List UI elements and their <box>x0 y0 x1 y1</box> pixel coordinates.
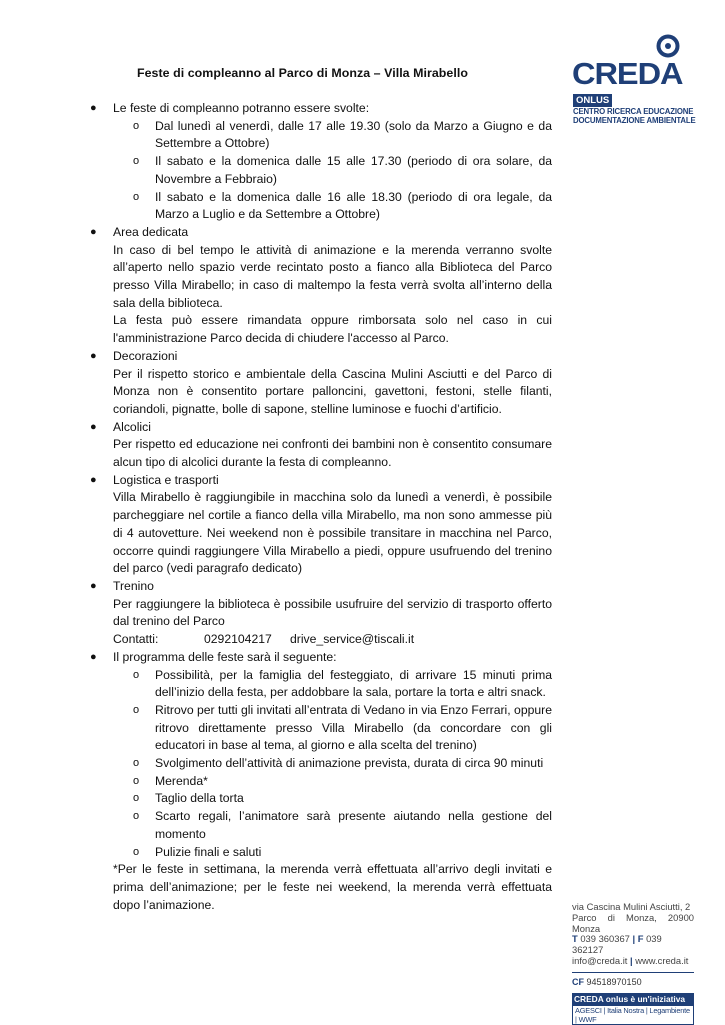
contact-email: drive_service@tiscali.it <box>290 632 415 647</box>
phone-number: 039 360367 <box>580 933 630 945</box>
circle-bullet-icon: o <box>133 155 140 168</box>
list-item-text: Ritrovo per tutti gli invitati all’entrata di Vedano in via Enzo Ferrari, oppure ritrovo direttamente presso Villa Mirabello (da concordare con gli educatori in base al tema, al giorno e alla scelta del trenino) <box>155 702 552 753</box>
circle-bullet-icon: o <box>133 774 140 787</box>
list-item <box>113 773 552 791</box>
list-item-text: Merenda* <box>155 773 208 788</box>
logo-subtitle-line1: CENTRO RICERCA EDUCAZIONE <box>573 107 694 116</box>
document-title: Feste di compleanno al Parco di Monza – Villa Mirabello <box>137 66 468 80</box>
section-heading: Area dedicata <box>113 224 189 239</box>
section-heading: Alcolici <box>113 419 151 434</box>
section-trenino <box>0 578 552 649</box>
logo-onlus-badge: ONLUS <box>573 94 612 107</box>
fax-number: 039 362127 <box>572 933 662 956</box>
section-heading: Il programma delle feste sarà il seguente: <box>113 649 337 664</box>
bullet-icon: ● <box>90 420 97 433</box>
section-orari <box>0 100 552 224</box>
circle-bullet-icon: o <box>133 119 140 132</box>
section-decorazioni <box>0 348 552 419</box>
circle-bullet-icon: o <box>133 792 140 805</box>
orari-list <box>113 118 552 224</box>
logo-wordmark: CREDA <box>572 56 683 91</box>
list-item <box>113 755 552 773</box>
circle-bullet-icon: o <box>133 845 140 858</box>
bullet-icon: ● <box>90 473 97 486</box>
section-heading: Le feste di compleanno potranno essere svolte: <box>113 101 370 115</box>
list-item-text: Pulizie finali e saluti <box>155 844 262 859</box>
section-area <box>0 224 552 348</box>
bullet-icon: ● <box>90 102 97 114</box>
section-paragraph: Per rispetto ed educazione nei confronti dei bambini non è consentito consumare alcun tipo di alcolici durante la festa di compleanno. <box>113 437 552 470</box>
list-item-text: Il sabato e la domenica dalle 15 alle 17.30 (periodo di ora solare, da Novembre a Febbraio) <box>155 154 552 186</box>
section-heading: Decorazioni <box>113 348 178 363</box>
document-body <box>0 100 725 914</box>
list-item-text: Possibilità, per la famiglia del festeggiato, di arrivare 15 minuti prima dell’inizio della festa, per addobbare la sala, portare la torta e altri snack. <box>155 667 552 700</box>
section-paragraph: Per il rispetto storico e ambientale della Cascina Mulini Asciutti e del Parco di Monza non è consentito portare palloncini, gavettoni, festoni, stelle filanti, coriandoli, pignatte, bolle di sapone, stelline luminose e fuochi d’artificio. <box>113 366 552 416</box>
bullet-icon: ● <box>90 225 97 238</box>
footer-contacts <box>572 902 694 1025</box>
contact-phone: 0292104217 <box>204 632 272 647</box>
partners-line: AGESCI | Italia Nostra | Legambiente | WWF <box>572 1005 694 1025</box>
contacts-line <box>113 631 552 649</box>
phone-fax-line: T 039 360367 | F 039 362127 <box>572 933 662 956</box>
list-item <box>113 808 552 843</box>
phone-label: T <box>572 933 578 945</box>
cf-number: 94518970150 <box>586 976 642 987</box>
list-item-text: Taglio della torta <box>155 791 244 806</box>
bullet-icon: ● <box>90 579 97 592</box>
list-item <box>113 153 552 188</box>
footnote: *Per le feste in settimana, la merenda verrà effettuata all’arrivo degli invitati e prima dell’animazione; per le feste nei weekend, la merenda verrà effettuata dopo l’animazione. <box>113 862 552 912</box>
section-heading: Trenino <box>113 578 154 593</box>
contacts-label: Contatti: <box>113 632 159 647</box>
logo-ring-icon <box>656 34 680 58</box>
list-item <box>113 844 552 862</box>
list-item <box>113 702 552 755</box>
list-item-text: Svolgimento dell’attività di animazione prevista, durata di circa 90 minuti <box>155 756 544 771</box>
logo-subtitle-line2: DOCUMENTAZIONE AMBIENTALE <box>573 115 696 125</box>
bullet-icon: ● <box>90 349 97 362</box>
section-paragraph: Villa Mirabello è raggiungibile in macchina solo da lunedì a venerdì, è possibile parcheggiare nel cortile a fianco della villa Mirabello, ma non sono ammesse più di 4 autovetture. Nei weekend non è possibile transitare in macchina nel Parco, occorre quindi raggiungere Villa Mirabello a piedi, oppure usufruendo del trenino del parco (vedi paragrafo dedicato) <box>113 490 552 576</box>
cf-line <box>572 972 694 988</box>
list-item <box>113 189 552 224</box>
section-programma <box>0 649 552 915</box>
circle-bullet-icon: o <box>133 703 140 716</box>
section-paragraph: In caso di bel tempo le attività di animazione e la merenda verranno svolte all’aperto nello spazio verde recintato posto a fianco alla Biblioteca del Parco presso Villa Mirabello; in caso di maltempo la festa verrà svolta all’interno della sala della biblioteca. <box>113 242 552 310</box>
bullet-icon: ● <box>90 650 97 663</box>
section-paragraph: La festa può essere rimandata oppure rimborsata solo nel caso in cui l'amministrazione Parco decida di chiudere l'accesso al Parco. <box>113 313 552 346</box>
list-item-text: Il sabato e la domenica dalle 16 alle 18.30 (periodo di ora legale, da Marzo a Luglio e da Settembre a Ottobre) <box>155 189 552 222</box>
fax-label: F <box>637 933 644 945</box>
circle-bullet-icon: o <box>133 810 140 823</box>
address-line2: Parco di Monza, 20900 Monza <box>572 911 694 934</box>
cf-label: CF <box>572 976 584 987</box>
email-link[interactable]: info@creda.it <box>572 954 628 966</box>
programma-list <box>113 667 552 862</box>
list-item <box>113 667 552 702</box>
list-item <box>113 118 552 153</box>
initiative-banner: CREDA onlus è un'iniziativa <box>572 993 694 1005</box>
main-list <box>0 100 725 914</box>
list-item <box>113 790 552 808</box>
section-heading: Logistica e trasporti <box>113 472 219 487</box>
section-alcolici <box>0 419 552 472</box>
website-link[interactable]: www.creda.it <box>635 954 689 966</box>
circle-bullet-icon: o <box>133 668 140 681</box>
section-logistica <box>0 472 552 578</box>
web-line: info@creda.it | www.creda.it <box>572 954 689 966</box>
circle-bullet-icon: o <box>133 757 140 770</box>
section-paragraph: Per raggiungere la biblioteca è possibile usufruire del servizio di trasporto offerto dal trenino del Parco <box>113 596 552 629</box>
circle-bullet-icon: o <box>133 190 140 203</box>
address-line1: via Cascina Mulini Asciutti, 2 <box>572 901 691 912</box>
list-item-text: Dal lunedì al venerdì, dalle 17 alle 19.30 (solo da Marzo a Giugno e da Settembre a Ottobre) <box>155 118 552 151</box>
list-item-text: Scarto regali, l’animatore sarà presente aiutando nella gestione del momento <box>155 809 552 841</box>
